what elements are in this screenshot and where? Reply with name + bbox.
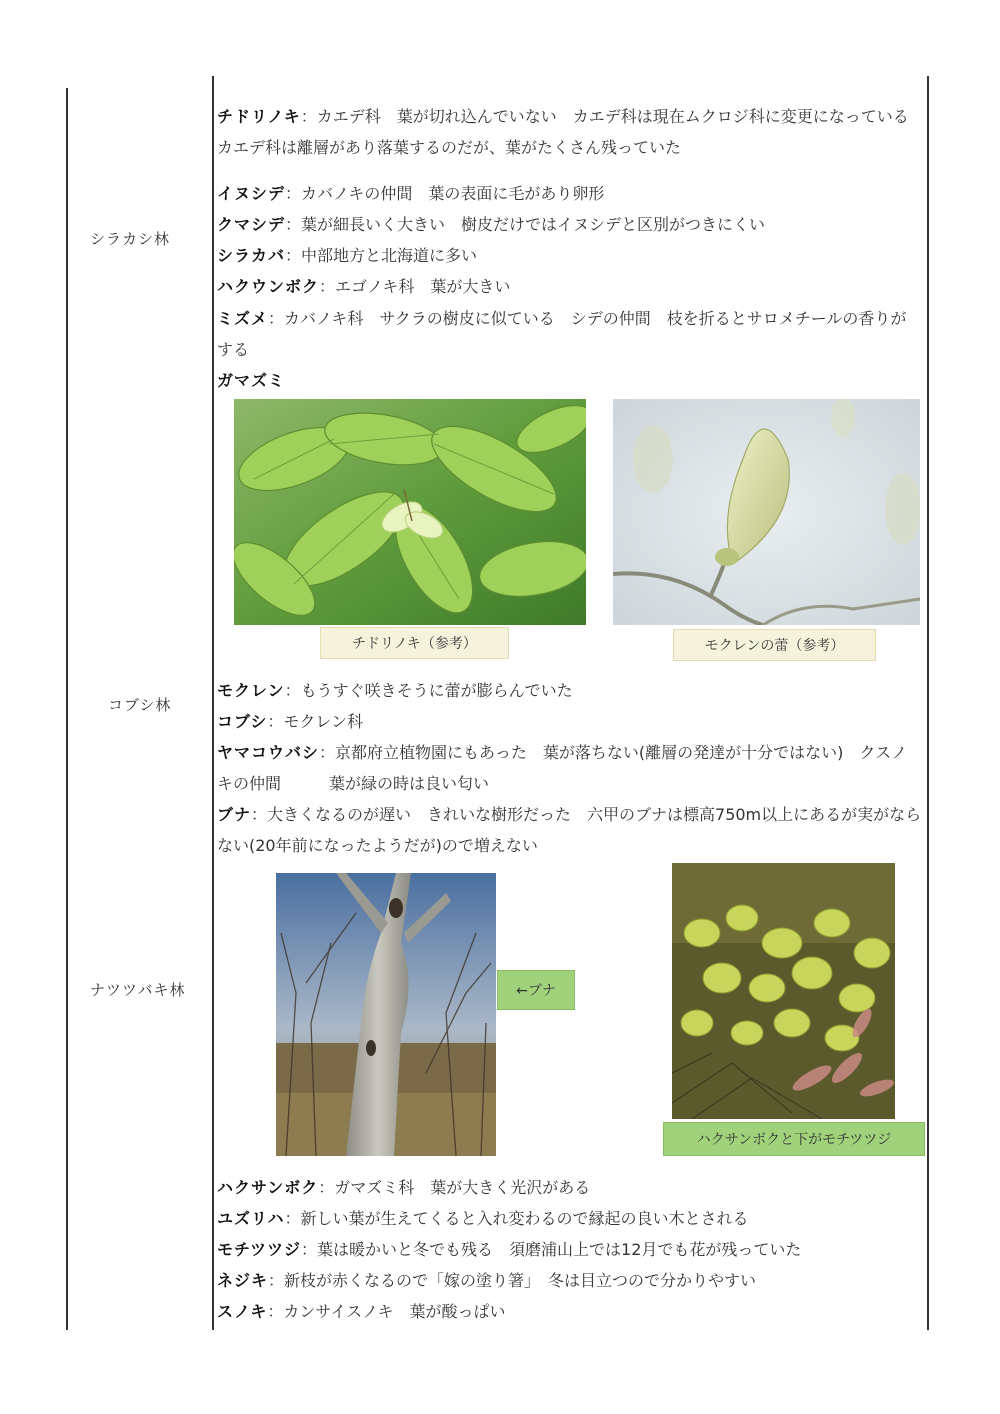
entry-name: モチツツジ bbox=[217, 1240, 302, 1259]
entry-name: シラカバ bbox=[217, 246, 286, 265]
entry-gamazumi bbox=[217, 365, 922, 396]
entry-mochitsutsuji bbox=[217, 1234, 922, 1265]
entry-kumashide bbox=[217, 209, 922, 240]
entry-text: ：葉が細長いく大きい 樹皮だけではイヌシデと区別がつきにくい bbox=[285, 215, 766, 234]
entry-name: ミズメ bbox=[217, 309, 269, 328]
entry-mokuren bbox=[217, 675, 922, 706]
photo-mokuren-bud bbox=[613, 399, 920, 625]
entry-text: ：カバノキ科 サクラの樹皮に似ている シデの仲間 枝を折るとサロメチールの香りがする bbox=[217, 309, 907, 359]
entry-text: ：中部地方と北海道に多い bbox=[285, 246, 478, 265]
caption-hakusanboku: ハクサンボクと下がモチツツジ bbox=[663, 1122, 925, 1156]
entry-name: イヌシデ bbox=[217, 184, 286, 203]
entry-text: ：大きくなるのが遅い きれいな樹形だった 六甲のブナは標高750m以上にあるが実がならない(20年前になったようだが)ので増えない bbox=[217, 805, 922, 855]
entry-yuzuriha bbox=[217, 1203, 922, 1234]
entry-text: ：カバノキの仲間 葉の表面に毛があり卵形 bbox=[285, 184, 605, 203]
entry-inushide bbox=[217, 178, 922, 209]
caption-chidorinoki: チドリノキ（参考） bbox=[320, 627, 509, 659]
caption-mokuren-bud: モクレンの蕾（参考） bbox=[673, 629, 876, 661]
entry-name: スノキ bbox=[217, 1302, 268, 1321]
entry-text: ：ガマズミ科 葉が大きく光沢がある bbox=[318, 1178, 591, 1197]
entry-name: ハクサンボク bbox=[217, 1178, 319, 1197]
entry-chidorinoki bbox=[217, 101, 925, 163]
photo-hakusanboku-image bbox=[672, 863, 895, 1119]
entry-buna bbox=[217, 799, 922, 861]
entry-name: ハクウンボク bbox=[217, 277, 320, 296]
entry-name: ネジキ bbox=[217, 1271, 269, 1290]
entry-text: ：カンサイスノキ 葉が酸っぱい bbox=[267, 1302, 506, 1321]
entry-sunoki bbox=[217, 1296, 922, 1327]
photo-buna bbox=[276, 873, 496, 1156]
section-label-kobushi: コブシ林 bbox=[108, 696, 172, 714]
section-label-natsutsubaki: ナツツバキ林 bbox=[90, 981, 186, 999]
entry-text: ：カエデ科 葉が切れ込んでいない カエデ科は現在ムクロジ科に変更になっている カエデ科は離層があり落葉するのだが、葉がたくさん残っていた bbox=[217, 107, 925, 157]
entry-name: ヤマコウバシ bbox=[217, 743, 320, 762]
entry-mizume bbox=[217, 303, 922, 365]
entry-text: ：もうすぐ咲きそうに蕾が膨らんでいた bbox=[284, 681, 573, 700]
entry-yamakoubashi bbox=[217, 737, 922, 799]
entry-name: クマシデ bbox=[217, 215, 286, 234]
entry-text: ：エゴノキ科 葉が大きい bbox=[319, 277, 511, 296]
photo-chidorinoki-image bbox=[234, 399, 586, 625]
entry-name: モクレン bbox=[217, 681, 285, 700]
photo-mokuren-bud-image bbox=[613, 399, 920, 625]
entry-text: ：京都府立植物園にもあった 葉が落ちない(離層の発達が十分ではない) クスノキの仲間 葉が緑の時は良い匂い bbox=[217, 743, 908, 793]
entry-hakuunboku bbox=[217, 271, 922, 302]
entry-name: ユズリハ bbox=[217, 1209, 285, 1228]
photo-hakusanboku bbox=[672, 863, 895, 1119]
table-right-rule bbox=[927, 76, 929, 1330]
table-left-rule bbox=[66, 88, 68, 1330]
entry-text: ：モクレン科 bbox=[267, 712, 363, 731]
section-label-shirakashi: シラカシ林 bbox=[90, 230, 171, 248]
entry-name: ガマズミ bbox=[217, 371, 286, 390]
entry-shirakaba bbox=[217, 240, 922, 271]
table-middle-rule bbox=[212, 76, 214, 1330]
photo-buna-image bbox=[276, 873, 496, 1156]
caption-buna: ←ブナ bbox=[497, 970, 575, 1010]
entry-name: コブシ bbox=[217, 712, 268, 731]
photo-chidorinoki bbox=[234, 399, 586, 625]
entry-text: ：新しい葉が生えてくると入れ変わるので縁起の良い木とされる bbox=[284, 1209, 749, 1228]
entry-kobushi bbox=[217, 706, 922, 737]
entry-text: ：葉は暖かいと冬でも残る 須磨浦山上では12月でも花が残っていた bbox=[301, 1240, 802, 1259]
entry-hakusanboku bbox=[217, 1172, 922, 1203]
entry-nejiki bbox=[217, 1265, 922, 1296]
entry-name: ブナ bbox=[217, 805, 252, 824]
entry-text: ：新枝が赤くなるので「嫁の塗り箸」 冬は目立つので分かりやすい bbox=[268, 1271, 757, 1290]
entry-name: チドリノキ bbox=[217, 107, 301, 126]
